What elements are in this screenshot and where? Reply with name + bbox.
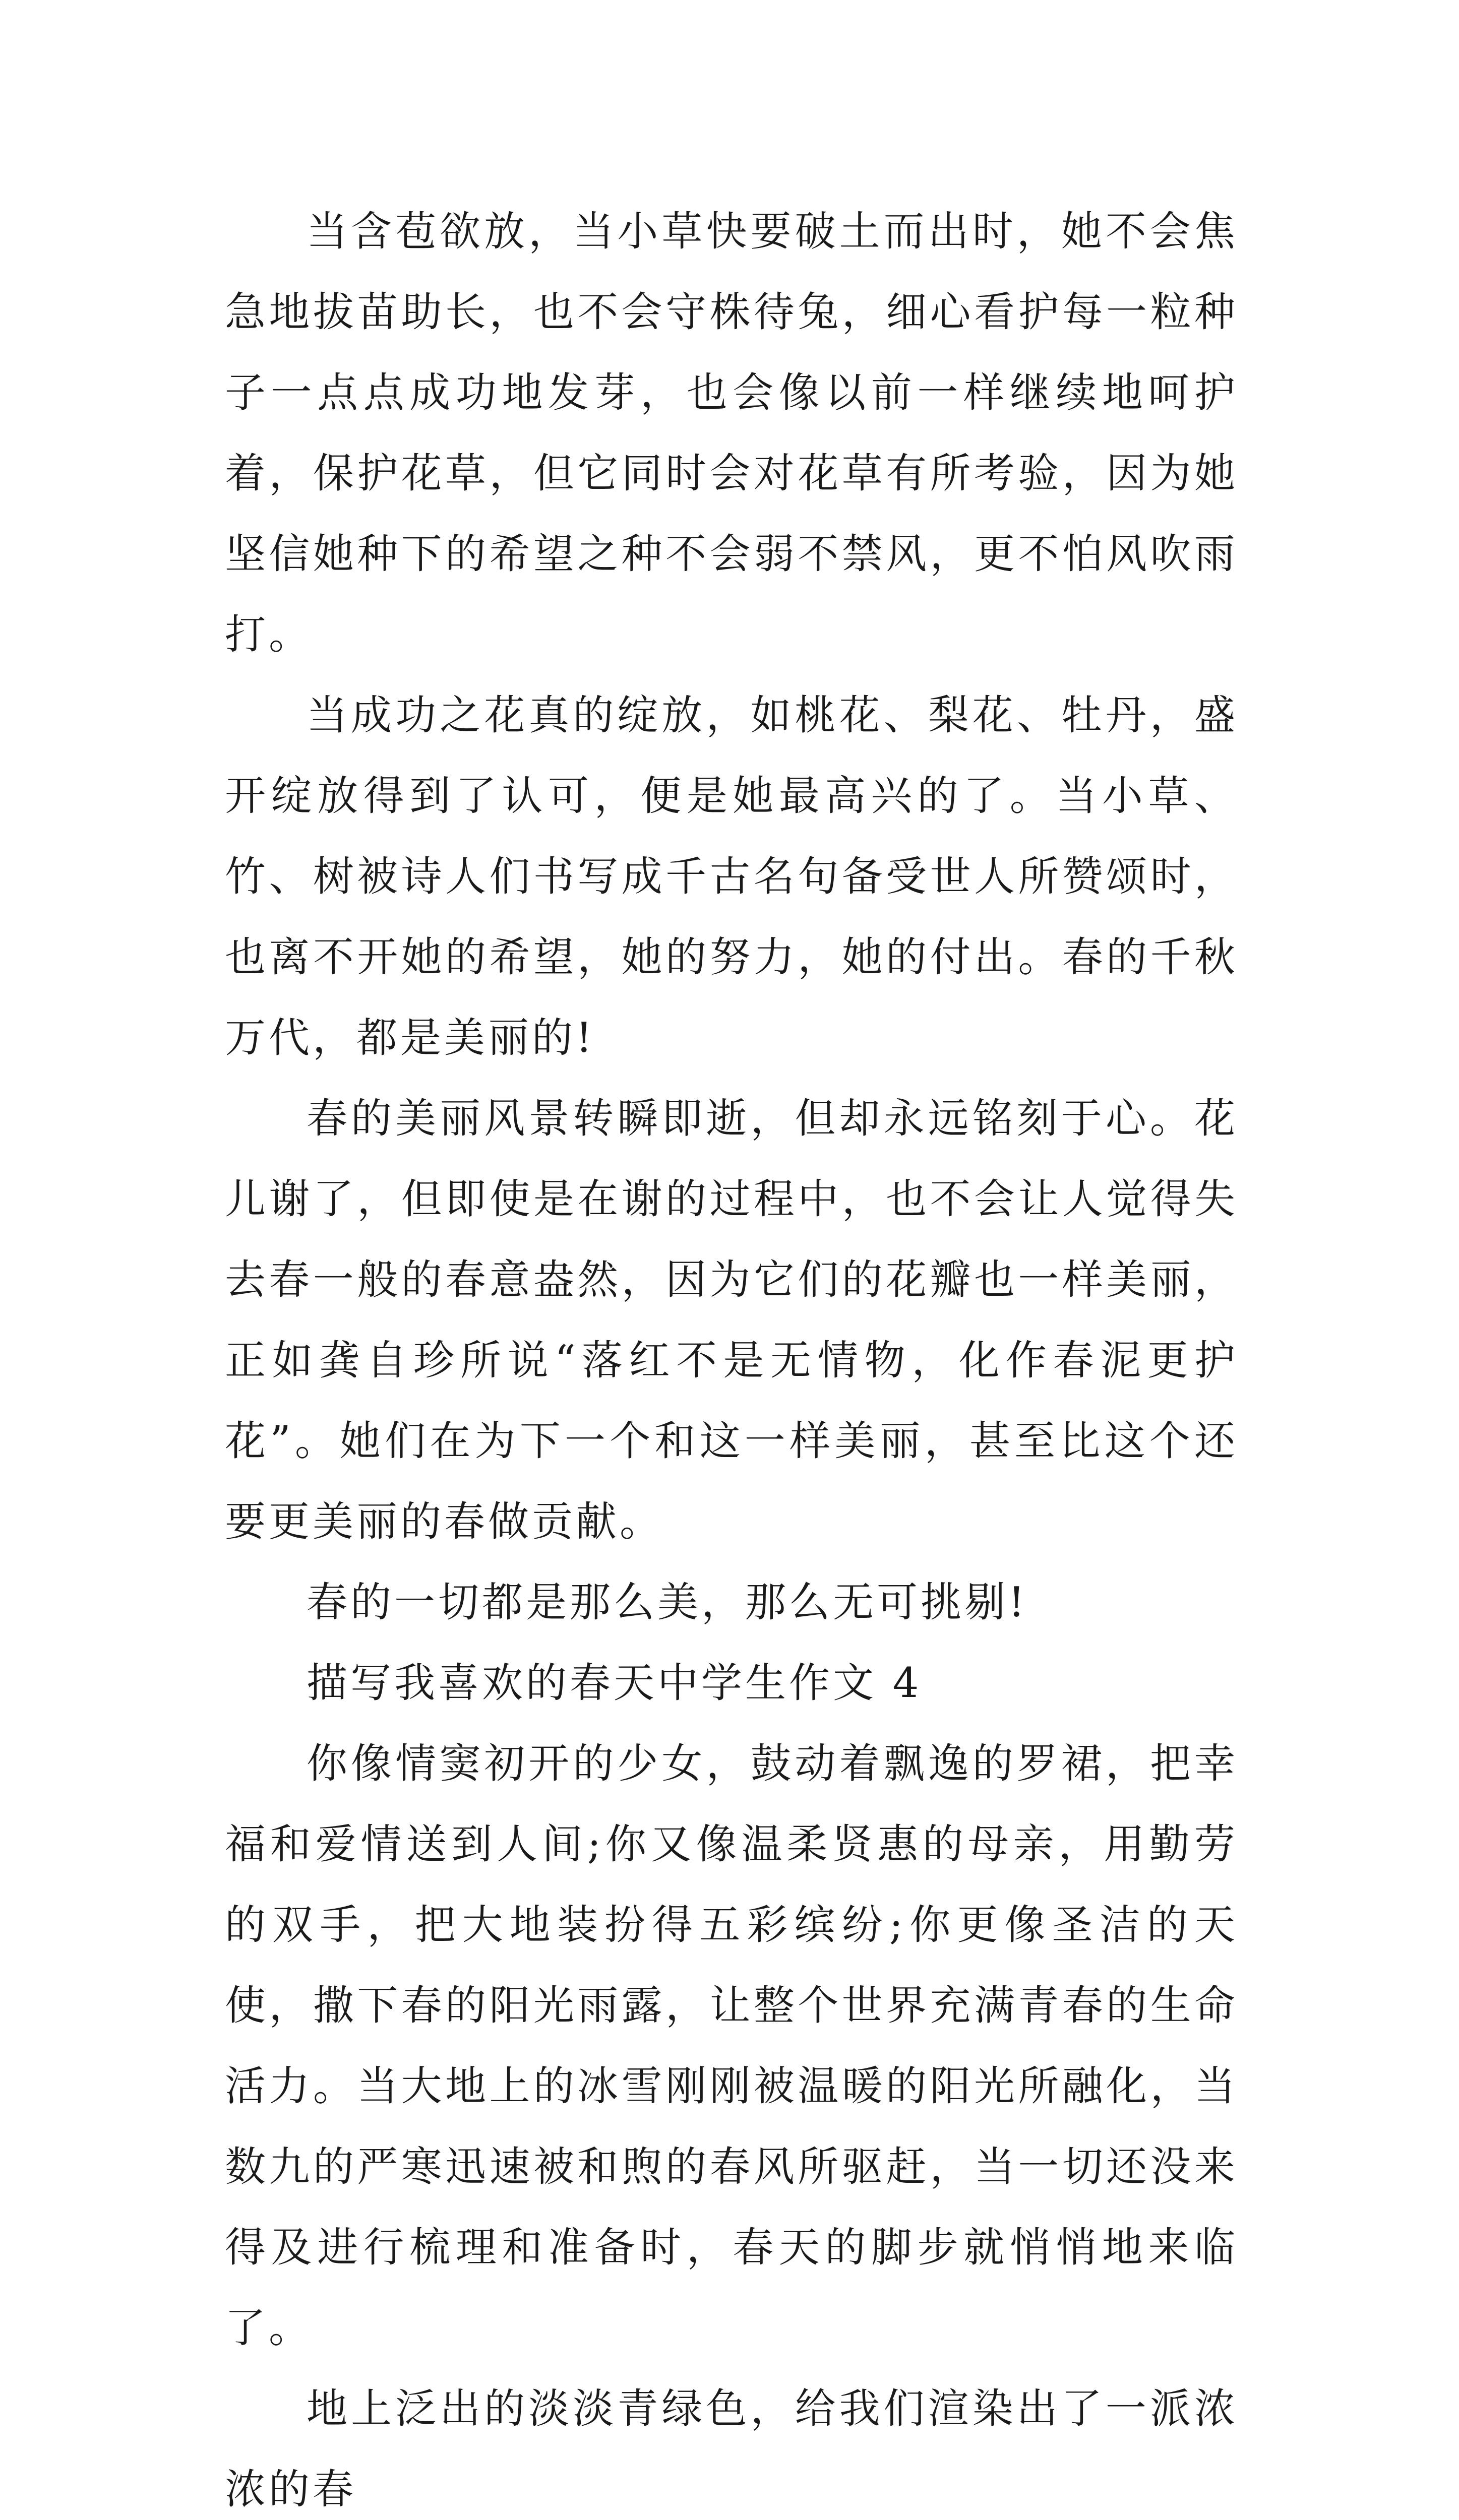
paragraph-6: 地上泛出的淡淡青绿色，给我们渲染出了一派浓浓的春	[225, 2385, 1238, 2513]
section-heading: 描写我喜欢的春天中学生作文 4	[307, 1660, 922, 1707]
paragraph-1: 当含苞欲放，当小草快要破土而出时，她不会焦急地拔苗助长，也不会守株待兔，细心看护每一粒种子一点点成功地发芽，也会像以前一样继续地呵护着，保护花草，但它同时会对花草有所考验，因为她坚信她种下的希望之种不会弱不禁风，更不怕风吹雨打。	[225, 208, 1238, 659]
paragraph-4: 春的一切都是那么美，那么无可挑剔!	[307, 1579, 1028, 1626]
document-body	[225, 192, 1238, 2520]
paragraph-3: 春的美丽风景转瞬即逝，但却永远铭刻于心。花儿谢了，但即使是在谢的过程中，也不会让人觉得失去春一般的春意盎然，因为它们的花瓣也一样美丽，正如龚自珍所说“落红不是无情物，化作春泥更护花”。她们在为下一个和这一样美丽，甚至比这个还要更美丽的春做贡献。	[225, 1095, 1238, 1546]
paragraph-5: 你像情窦初开的少女，鼓动着飘逸的罗裙，把幸福和爱情送到人间;你又像温柔贤惠的母亲，用勤劳的双手，把大地装扮得五彩缤纷;你更像圣洁的天使，撒下春的阳光雨露，让整个世界充满青春的生命活力。当大地上的冰雪刚刚被温暖的阳光所融化，当数九的严寒迅速被和煦的春风所驱赶，当一切还没来得及进行梳理和准备时，春天的脚步就悄悄地来临了。	[225, 1740, 1238, 2352]
paragraph-2: 当成功之花真的绽放，如桃花、梨花、牡丹，盛开绽放得到了认可，便是她最高兴的了。当小草、竹、树被诗人们书写成千古名句备受世人所赞颂时，也离不开她的希望，她的努力，她的付出。春的千秋万代，都是美丽的!	[225, 692, 1238, 1062]
